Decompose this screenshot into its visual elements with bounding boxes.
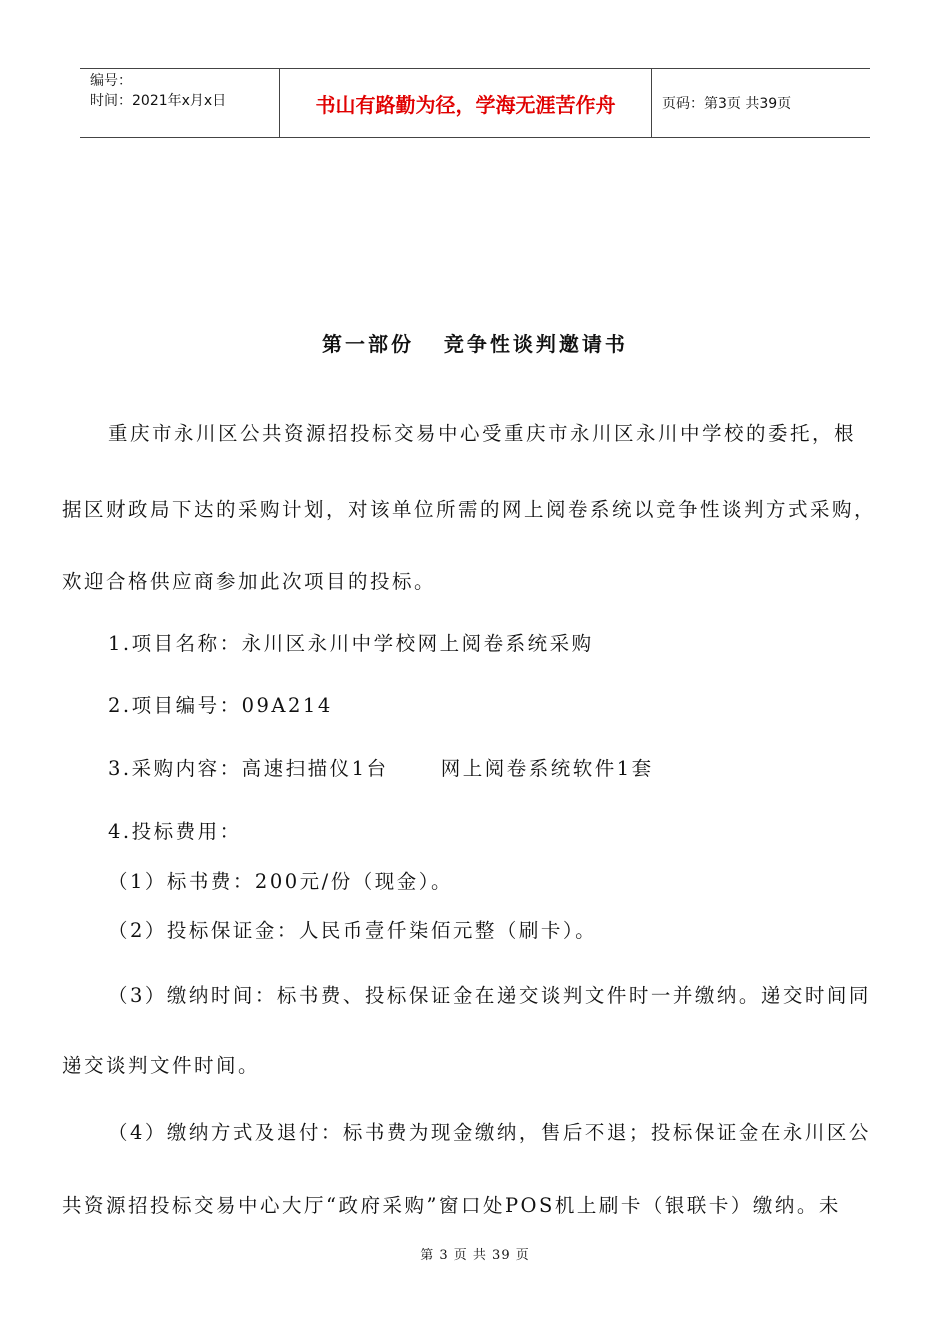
body-line: 2.项目编号：09A214: [108, 694, 333, 717]
page-footer: 第 3 页 共 39 页: [420, 1248, 530, 1263]
header-meta: [80, 69, 280, 137]
body-line: 欢迎合格供应商参加此次项目的投标。: [62, 570, 437, 593]
body-line: 4.投标费用：: [108, 820, 242, 843]
section-title: 第一部份 竞争性谈判邀请书: [322, 332, 628, 356]
page-header: [80, 68, 870, 138]
body-line: （3）缴纳时间：标书费、投标保证金在递交谈判文件时一并缴纳。递交时间同: [108, 984, 871, 1007]
body-line: 递交谈判文件时间。: [62, 1054, 261, 1077]
body-line: （1）标书费：200元/份（现金）。: [108, 870, 453, 893]
header-page-number: 页码：第3页 共39页: [662, 96, 792, 112]
body-line: （4）缴纳方式及退付：标书费为现金缴纳，售后不退；投标保证金在永川区公: [108, 1121, 871, 1144]
body-line: 据区财政局下达的采购计划，对该单位所需的网上阅卷系统以竞争性谈判方式采购，: [62, 498, 877, 521]
document-number-label: 编号：: [90, 73, 132, 89]
document-date-label: 时间：2021年x月x日: [90, 93, 227, 109]
body-line: 重庆市永川区公共资源招投标交易中心受重庆市永川区永川中学校的委托，根: [108, 422, 857, 445]
body-line: 共资源招投标交易中心大厅“政府采购”窗口处POS机上刷卡（银联卡）缴纳。未: [62, 1194, 841, 1217]
body-line: （2）投标保证金：人民币壹仟柒佰元整（刷卡）。: [108, 919, 598, 942]
body-line: 1.项目名称：永川区永川中学校网上阅卷系统采购: [108, 632, 594, 655]
header-motto: 书山有路勤为径，学海无涯苦作舟: [280, 69, 652, 137]
body-line: 3.采购内容：高速扫描仪1台 网上阅卷系统软件1套: [108, 757, 654, 780]
